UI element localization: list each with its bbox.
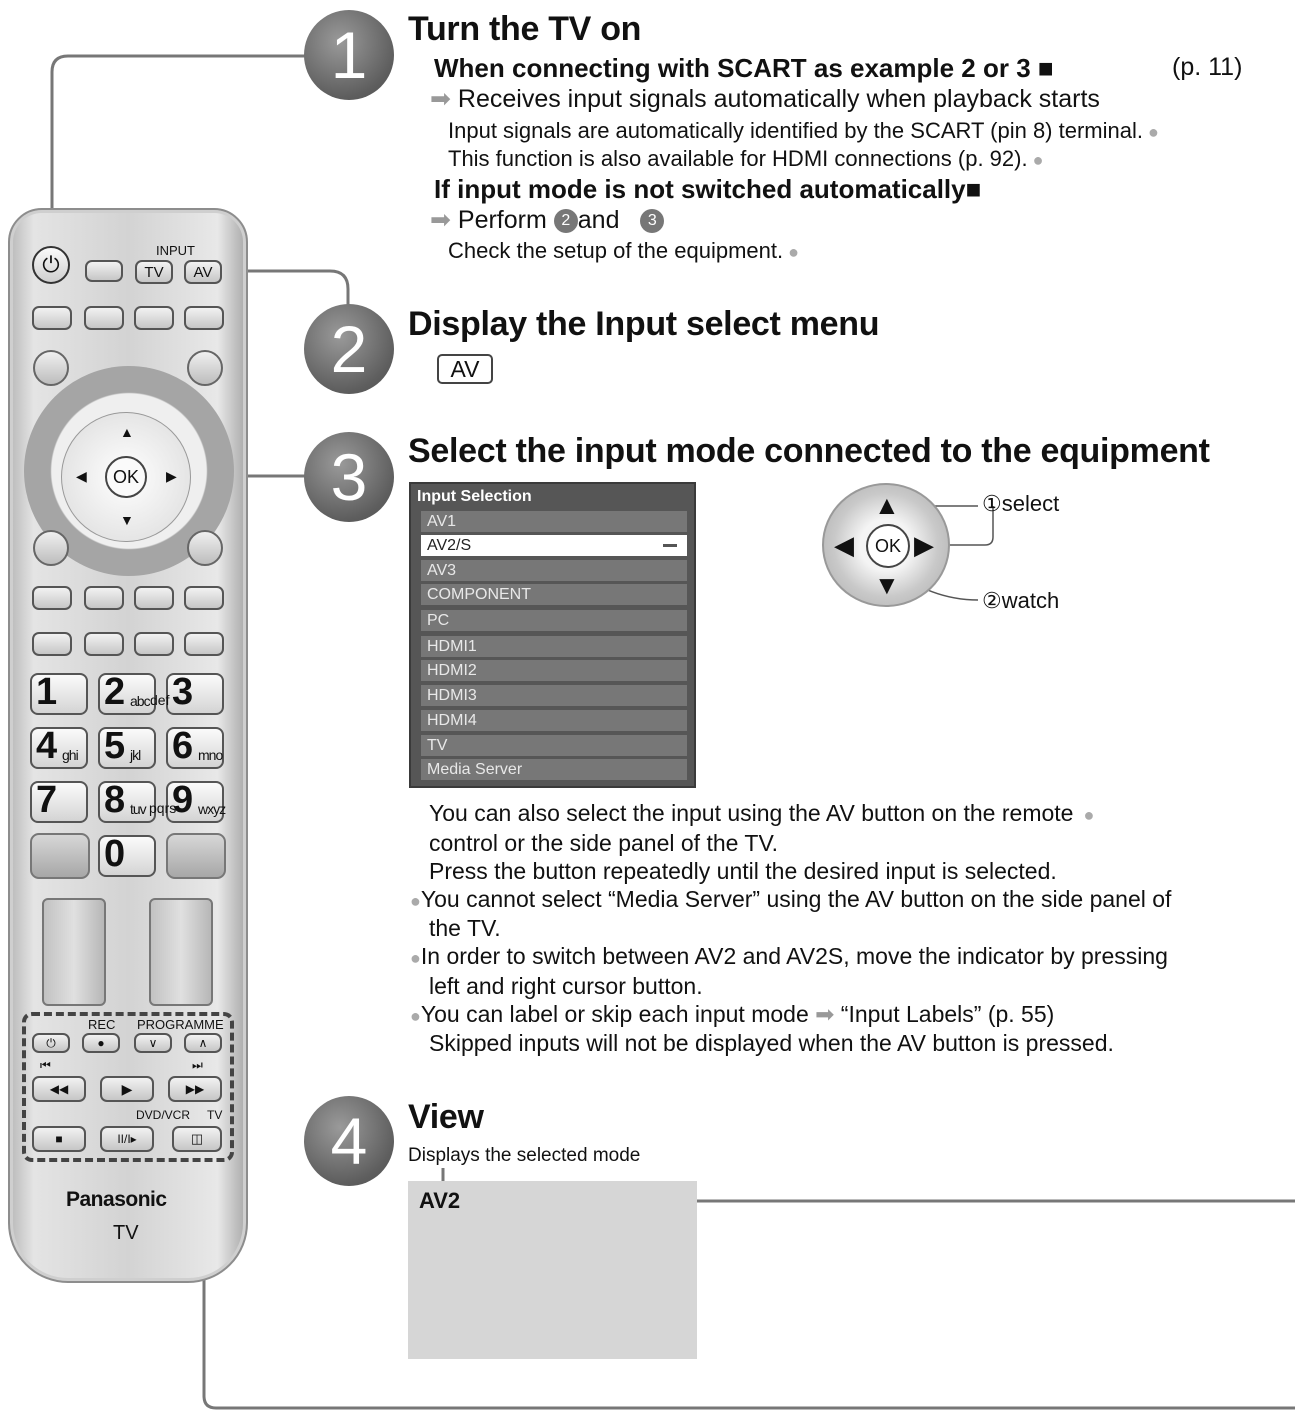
bullet-icon: ● <box>1073 805 1095 825</box>
note4-line1 <box>410 1001 1054 1028</box>
arrow-icon: ➡ <box>430 85 451 113</box>
digit: 5 <box>104 725 126 767</box>
digit-key-6[interactable] <box>166 727 224 769</box>
digit-key-4[interactable] <box>30 727 88 769</box>
digit-key-3[interactable] <box>166 673 224 715</box>
text: You cannot select “Media Server” using the AV button on the side panel of <box>420 886 1172 912</box>
right-arrow-icon: ▶ <box>914 530 934 560</box>
record-icon: ● <box>97 1036 105 1050</box>
skip-forward-icon: ⏭ <box>192 1058 203 1072</box>
remote-key[interactable] <box>32 586 72 610</box>
programme-up-button[interactable] <box>184 1033 222 1053</box>
text: This function is also available for HDMI connections (p. 92). <box>448 146 1028 171</box>
text: Receives input signals automatically when playback starts <box>457 85 1100 113</box>
screen-mode-label: AV2 <box>419 1188 461 1213</box>
text: You can label or skip each input mode <box>420 1001 809 1027</box>
menu-item-media-server[interactable]: Media Server <box>421 759 687 780</box>
menu-item-hdmi3[interactable]: HDMI3 <box>421 685 687 706</box>
digit: 3 <box>172 671 194 713</box>
digit-key-0[interactable] <box>98 835 156 877</box>
step1-subheading-scart: When connecting with SCART as example 2 or 3 ■ <box>434 53 1054 83</box>
menu-item-hdmi4[interactable]: HDMI4 <box>421 710 687 731</box>
remote-key[interactable] <box>134 586 174 610</box>
digit: 7 <box>36 779 58 821</box>
remote-round-key[interactable] <box>187 530 223 566</box>
menu-item-av3[interactable]: AV3 <box>421 560 687 581</box>
av-key[interactable]: AV <box>184 260 222 284</box>
digit-letters: ghi <box>62 747 78 763</box>
remote-round-key[interactable] <box>33 530 69 566</box>
programme-down-button[interactable] <box>134 1033 172 1053</box>
arrow-icon: ➡ <box>815 1001 835 1027</box>
digit-key-2[interactable] <box>98 673 156 715</box>
digit: 8 <box>104 779 126 821</box>
remote-key[interactable] <box>84 586 124 610</box>
tv-key[interactable]: TV <box>135 260 173 284</box>
bullet-icon: ● <box>410 948 421 968</box>
remote-key[interactable] <box>134 632 174 656</box>
digit: 0 <box>104 833 126 875</box>
note4-line2: Skipped inputs will not be displayed when the AV button is pressed. <box>429 1030 1114 1056</box>
down-arrow-icon: ▼ <box>874 570 900 600</box>
remote-round-key[interactable] <box>187 350 223 386</box>
power-icon: ⏻ <box>42 252 60 277</box>
brand-tv: TV <box>113 1222 139 1244</box>
bullet-icon: ● <box>410 1006 421 1026</box>
menu-item-av1[interactable]: AV1 <box>421 511 687 532</box>
digit-key-1[interactable] <box>30 673 88 715</box>
remote-round-key[interactable] <box>33 350 69 386</box>
step1-subheading-manual: If input mode is not switched automatically■ <box>434 174 982 204</box>
text: Check the setup of the equipment. <box>448 238 784 263</box>
step-ref-2: 2 <box>554 209 578 233</box>
remote-key[interactable] <box>84 632 124 656</box>
digit-letters: jkl <box>130 747 141 763</box>
remote-key[interactable] <box>84 306 124 330</box>
input-mode-button[interactable] <box>172 1126 222 1152</box>
step1-line-scart <box>448 118 1159 144</box>
bullet-icon: ● <box>1142 122 1159 142</box>
menu-item-av2s[interactable]: AV2/S <box>421 535 687 556</box>
volume-rocker[interactable] <box>42 898 106 1006</box>
text: and <box>577 206 620 234</box>
power-button[interactable] <box>32 246 70 284</box>
digit-key-8[interactable] <box>98 781 156 823</box>
remote-key[interactable] <box>134 306 174 330</box>
step4-caption: Displays the selected mode <box>408 1145 641 1166</box>
select-label: ①select <box>982 491 1060 516</box>
step-marker-2: 2 <box>304 304 394 394</box>
digit: 2 <box>104 671 126 713</box>
menu-item-tv[interactable]: TV <box>421 735 687 756</box>
remote-blank-key[interactable] <box>30 833 90 879</box>
text: Perform <box>457 206 547 234</box>
chevron-up-icon: ∧ <box>198 1036 208 1050</box>
text: In order to switch between AV2 and AV2S, move the indicator by pressing <box>420 943 1168 969</box>
input-labels-ref[interactable]: “Input Labels” (p. 55) <box>840 1001 1055 1027</box>
text: You can also select the input using the AV button on the remote <box>429 800 1074 826</box>
pause-button[interactable] <box>100 1126 154 1152</box>
ok-button-illustration: OK <box>866 524 910 568</box>
menu-item-hdmi1[interactable]: HDMI1 <box>421 636 687 657</box>
left-arrow-icon: ◀ <box>76 468 87 484</box>
step-marker-3: 3 <box>304 432 394 522</box>
text: Input signals are automatically identified by the SCART (pin 8) terminal. <box>448 118 1143 143</box>
note1-line2: control or the side panel of the TV. <box>429 830 779 856</box>
step4-title: View <box>408 1098 484 1136</box>
recorder-power-button[interactable] <box>32 1033 70 1053</box>
ok-button[interactable]: OK <box>105 456 147 498</box>
note1-line1 <box>429 800 1094 827</box>
digit-letters: mno <box>198 747 223 763</box>
menu-title: Input Selection <box>417 488 532 505</box>
chevron-down-icon: ∨ <box>148 1036 158 1050</box>
step1-title: Turn the TV on <box>408 10 642 48</box>
page-ref: (p. 11) <box>1172 53 1243 81</box>
note2-line2: the TV. <box>429 915 501 941</box>
arrow-icon: ➡ <box>430 206 451 234</box>
digit-letters: tuv <box>130 801 146 817</box>
digit: 9 <box>172 779 194 821</box>
skip-back-icon: ⏮ <box>40 1058 51 1072</box>
bullet-icon: ● <box>410 891 421 911</box>
step1-line-receives <box>430 84 1100 114</box>
rewind-button[interactable] <box>32 1076 86 1102</box>
input-mode-icon: ◫ <box>190 1131 204 1146</box>
brand-logo: Panasonic <box>66 1188 167 1211</box>
remote-key[interactable] <box>32 632 72 656</box>
remote-key[interactable] <box>184 632 224 656</box>
menu-item-pc[interactable]: PC <box>421 610 687 631</box>
stop-button[interactable] <box>32 1126 86 1152</box>
play-icon: ▶ <box>121 1080 133 1097</box>
pause-icon: II/I▸ <box>117 1132 137 1146</box>
power-icon: ⏻ <box>46 1035 56 1050</box>
digit-letters: abc <box>130 693 150 709</box>
remote-key[interactable] <box>184 306 224 330</box>
rewind-icon: ◀◀ <box>49 1082 69 1096</box>
av-button-icon: AV <box>437 354 493 384</box>
step1-line-hdmi <box>448 146 1043 172</box>
input-label: INPUT <box>156 243 195 258</box>
digit: 1 <box>36 671 58 713</box>
up-arrow-icon: ▲ <box>874 490 900 520</box>
rec-button[interactable] <box>82 1033 120 1053</box>
note2-line1 <box>410 886 1171 913</box>
bullet-icon: ● <box>783 242 799 262</box>
step1-check <box>448 238 799 264</box>
stop-icon: ■ <box>55 1132 63 1146</box>
right-arrow-icon: ▶ <box>166 468 177 484</box>
remote-blank-key[interactable] <box>85 260 123 282</box>
digit-letters-7: pqrs <box>149 800 177 816</box>
fast-forward-icon: ▶▶ <box>185 1082 205 1096</box>
tv-small-label: TV <box>207 1108 223 1122</box>
step2-title: Display the Input select menu <box>408 305 880 343</box>
digit: 4 <box>36 725 58 767</box>
left-arrow-icon: ◀ <box>834 530 854 560</box>
watch-label: ②watch <box>982 588 1060 613</box>
programme-label: PROGRAMME <box>137 1017 224 1032</box>
note1-line3: Press the button repeatedly until the desired input is selected. <box>429 858 1057 884</box>
play-button[interactable] <box>100 1076 154 1102</box>
step3-title: Select the input mode connected to the equipment <box>408 432 1210 470</box>
remote-key[interactable] <box>32 306 72 330</box>
digit-letters-3: def <box>150 692 170 708</box>
step-marker-1: 1 <box>304 10 394 100</box>
digit-letters: wxyz <box>198 801 226 817</box>
up-arrow-icon: ▲ <box>120 424 134 440</box>
down-arrow-icon: ▼ <box>120 512 134 528</box>
dvd-vcr-label: DVD/VCR <box>136 1108 191 1122</box>
digit-key-7[interactable] <box>30 781 88 823</box>
fast-forward-button[interactable] <box>168 1076 222 1102</box>
step1-perform <box>430 205 664 235</box>
channel-rocker[interactable] <box>149 898 213 1006</box>
digit-key-5[interactable] <box>98 727 156 769</box>
step-marker-4: 4 <box>304 1096 394 1186</box>
menu-item-component[interactable]: COMPONENT <box>421 584 687 605</box>
note3-line2: left and right cursor button. <box>429 973 703 999</box>
note3-line1 <box>410 943 1168 970</box>
menu-item-hdmi2[interactable]: HDMI2 <box>421 660 687 681</box>
step-ref-3: 3 <box>640 209 664 233</box>
bullet-icon: ● <box>1027 150 1044 170</box>
digit: 6 <box>172 725 194 767</box>
rec-label: REC <box>88 1017 116 1032</box>
remote-blank-key[interactable] <box>166 833 226 879</box>
remote-key[interactable] <box>184 586 224 610</box>
input-selection-menu <box>409 482 696 788</box>
